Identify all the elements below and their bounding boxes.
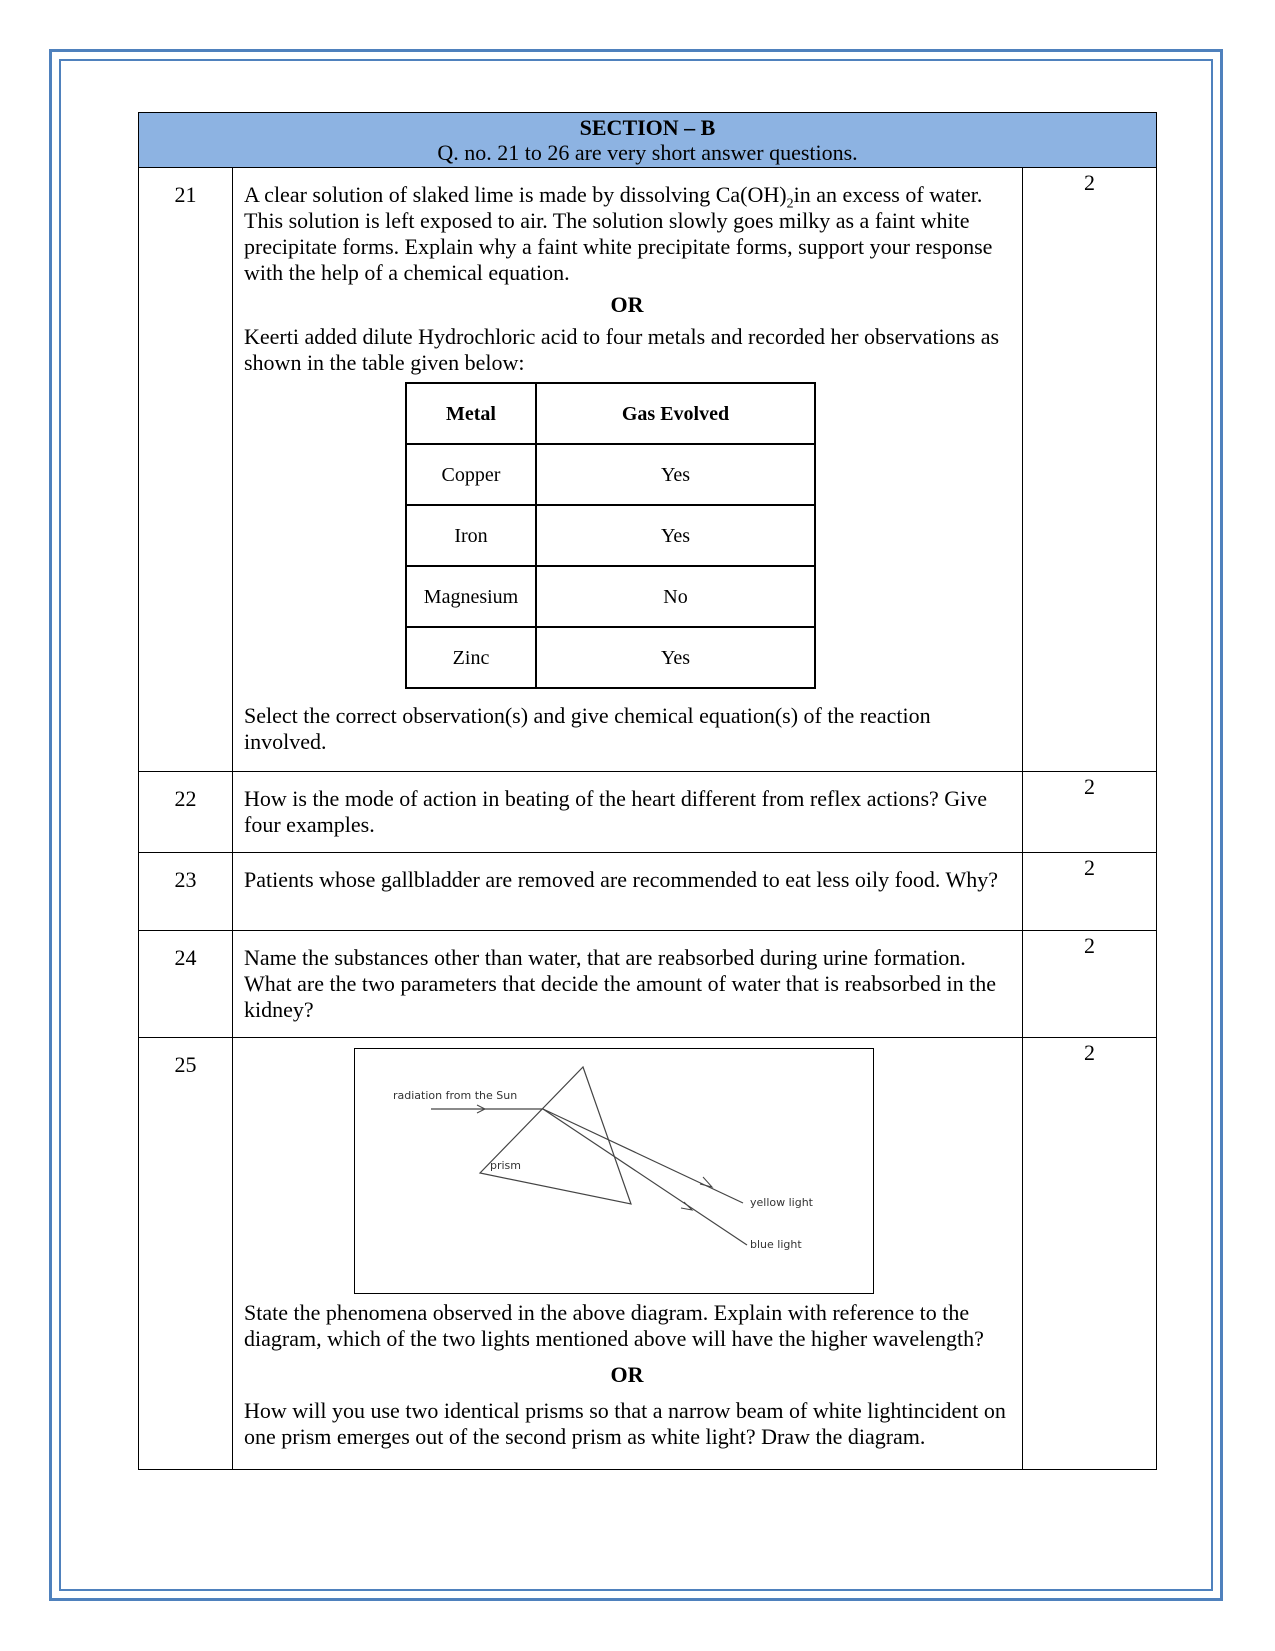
marks: 2: [1023, 168, 1157, 772]
question-text: [233, 1038, 1023, 1470]
table-row: [406, 444, 815, 505]
question-text: Patients whose gallbladder are removed are recommended to eat less oily food. Why?: [233, 853, 1023, 931]
table-cell: Zinc: [406, 627, 536, 688]
question-number: 24: [139, 931, 233, 1038]
question-number: 22: [139, 772, 233, 853]
table-header-metal: Metal: [406, 383, 536, 444]
question-21-part-c: Select the correct observation(s) and give chemical equation(s) of the reaction involved.: [244, 703, 931, 754]
table-row: [406, 566, 815, 627]
question-number: 25: [139, 1038, 233, 1470]
question-number: 23: [139, 853, 233, 931]
question-number: 21: [139, 168, 233, 772]
label-prism: prism: [490, 1159, 522, 1172]
marks: 2: [1023, 1038, 1157, 1470]
arrow-head-icon: [700, 1177, 712, 1187]
prism-svg: [355, 1049, 873, 1293]
question-row-22: [139, 772, 1157, 853]
table-row: [406, 505, 815, 566]
question-21-part-a: A clear solution of slaked lime is made by dissolving $Ca(OH)_2in$ an excess of water. This solution is left exposed to air. The solution slowly goes milky as a faint white precipitate forms. Explain why a faint white precipitate forms, support your response with the help of a chemical equation.: [244, 182, 993, 285]
or-divider: OR: [610, 1362, 644, 1387]
question-row-25: [139, 1038, 1157, 1470]
question-25-part-b: How will you use two identical prisms so that a narrow beam of white lightincident on one prism emerges out of the second prism as white light? Draw the diagram.: [244, 1398, 1006, 1449]
table-row: [406, 627, 815, 688]
metal-observation-table: [405, 382, 816, 689]
section-title: SECTION – B: [579, 115, 716, 140]
section-header-row: [139, 113, 1157, 168]
label-blue-light: blue light: [750, 1238, 802, 1251]
blue-ray: [543, 1109, 747, 1245]
label-radiation: radiation from the Sun: [393, 1089, 518, 1102]
table-cell: Yes: [536, 627, 815, 688]
question-21-part-b: Keerti added dilute Hydrochloric acid to four metals and recorded her observations as shown in the table given below:: [244, 324, 1000, 375]
table-header-gas: Gas Evolved: [536, 383, 815, 444]
table-cell: No: [536, 566, 815, 627]
prism-shape: [480, 1067, 631, 1204]
arrow-head-icon: [681, 1202, 692, 1210]
section-header: [139, 113, 1157, 168]
table-cell: Iron: [406, 505, 536, 566]
marks: 2: [1023, 853, 1157, 931]
question-row-24: [139, 931, 1157, 1038]
or-divider: OR: [610, 292, 644, 317]
table-header-row: [406, 383, 815, 444]
table-cell: Magnesium: [406, 566, 536, 627]
table-cell: Yes: [536, 505, 815, 566]
marks: 2: [1023, 772, 1157, 853]
label-yellow-light: yellow light: [750, 1196, 813, 1209]
prism-dispersion-diagram: [354, 1048, 874, 1294]
table-cell: Copper: [406, 444, 536, 505]
question-text: How is the mode of action in beating of the heart different from reflex actions? Give four examples.: [233, 772, 1023, 853]
question-text: Name the substances other than water, that are reabsorbed during urine formation. What are the two parameters that decide the amount of water that is reabsorbed in the kidney?: [233, 931, 1023, 1038]
question-row-21: [139, 168, 1157, 772]
question-text: [233, 168, 1023, 772]
table-cell: Yes: [536, 444, 815, 505]
section-subtitle: Q. no. 21 to 26 are very short answer questions.: [437, 140, 858, 165]
marks: 2: [1023, 931, 1157, 1038]
yellow-ray: [543, 1109, 743, 1203]
question-25-part-a: State the phenomena observed in the above diagram. Explain with reference to the diagram, which of the two lights mentioned above will have the higher wavelength?: [244, 1300, 984, 1351]
question-paper-table: [138, 112, 1157, 1470]
question-row-23: [139, 853, 1157, 931]
